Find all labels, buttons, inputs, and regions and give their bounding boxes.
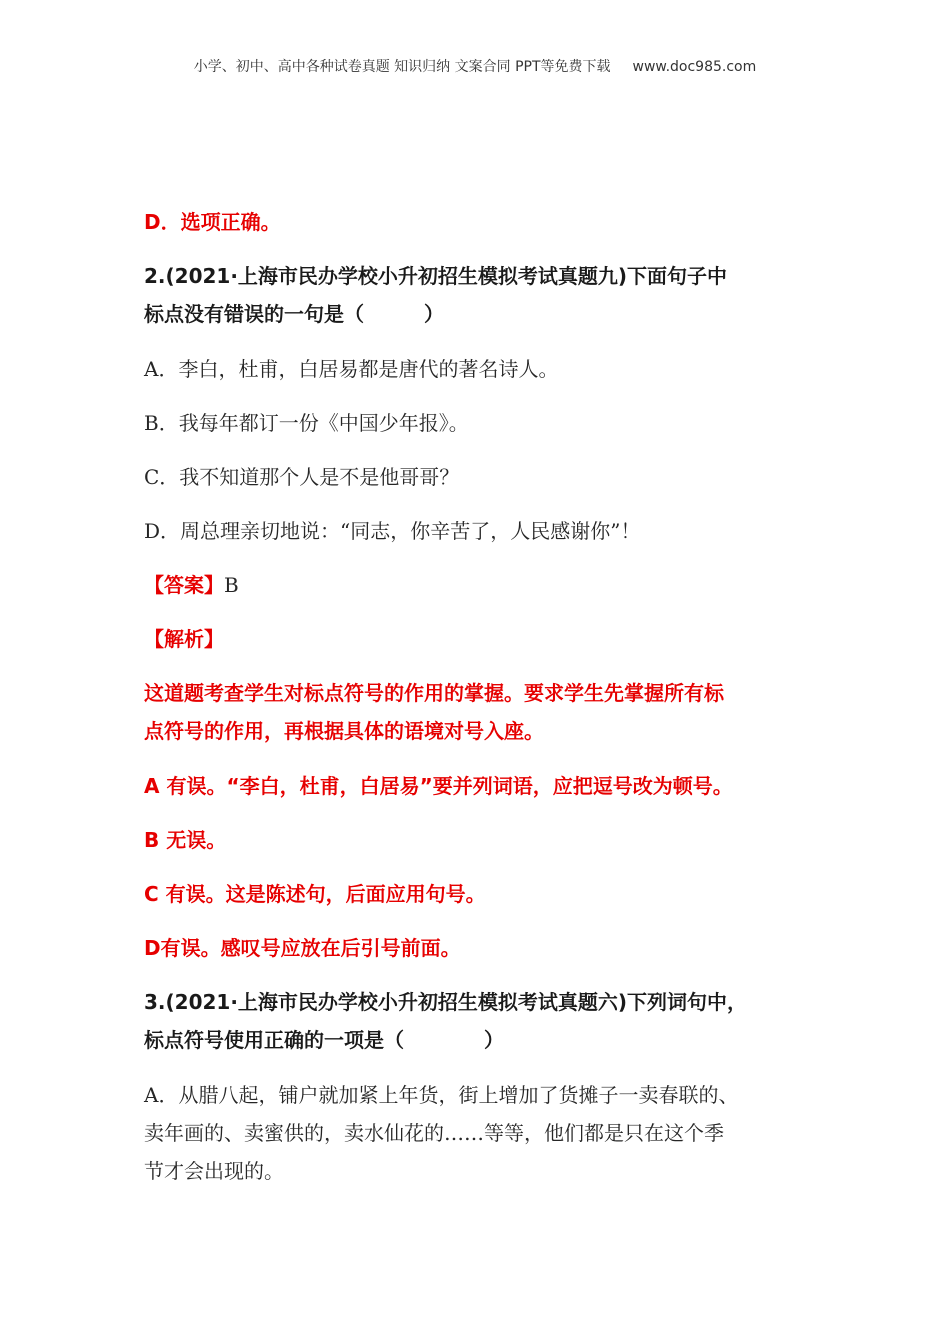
page-header: [0, 56, 950, 76]
question2-analysis-line1: 这道题考查学生对标点符号的作用的掌握。要求学生先掌握所有标: [144, 681, 724, 705]
question2-option-d: D．周总理亲切地说：“同志，你辛苦了，人民感谢你”！: [144, 519, 641, 543]
question2-explanation-a: A 有误。“李白，杜甫，白居易”要并列词语，应把逗号改为顿号。: [144, 774, 733, 798]
question3-option-a-line2: 卖年画的、卖蜜供的，卖水仙花的……等等，他们都是只在这个季: [144, 1121, 724, 1145]
header-tagline: 小学、初中、高中各种试卷真题 知识归纳 文案合同 PPT等免费下载: [193, 59, 611, 75]
question2-analysis-line2: 点符号的作用，再根据具体的语境对号入座。: [144, 719, 544, 743]
question2-explanation-b: B 无误。: [144, 828, 227, 852]
question3-option-a-line1: A．从腊八起，铺户就加紧上年货，街上增加了货摊子一卖春联的、: [144, 1083, 739, 1107]
previous-answer-text: D．选项正确。: [144, 210, 281, 234]
question3-stem-line2: 标点符号使用正确的一项是（ ）: [144, 1028, 504, 1052]
question2-explanation-c: C 有误。这是陈述句，后面应用句号。: [144, 882, 486, 906]
question2-stem-line2: 标点没有错误的一句是（ ）: [144, 302, 444, 326]
question2-analysis-label: 【解析】: [144, 627, 224, 651]
question3-stem-line1: 3.(2021·上海市民办学校小升初招生模拟考试真题六)下列词句中，: [144, 990, 748, 1014]
question2-option-c: C．我不知道那个人是不是他哥哥？: [144, 465, 460, 489]
question2-stem-line1: 2.(2021·上海市民办学校小升初招生模拟考试真题九)下面句子中: [144, 264, 728, 288]
question2-explanation-d: D有误。感叹号应放在后引号前面。: [144, 936, 461, 960]
question2-option-b: B．我每年都订一份《中国少年报》。: [144, 411, 469, 435]
question2-option-a: A．李白，杜甫，白居易都是唐代的著名诗人。: [144, 357, 559, 381]
header-site-link[interactable]: www.doc985.com: [632, 59, 757, 75]
question2-answer: [144, 565, 824, 605]
answer-label: 【答案】: [144, 573, 224, 597]
question3-option-a-line3: 节才会出现的。: [144, 1159, 284, 1183]
answer-value: B: [224, 573, 239, 597]
